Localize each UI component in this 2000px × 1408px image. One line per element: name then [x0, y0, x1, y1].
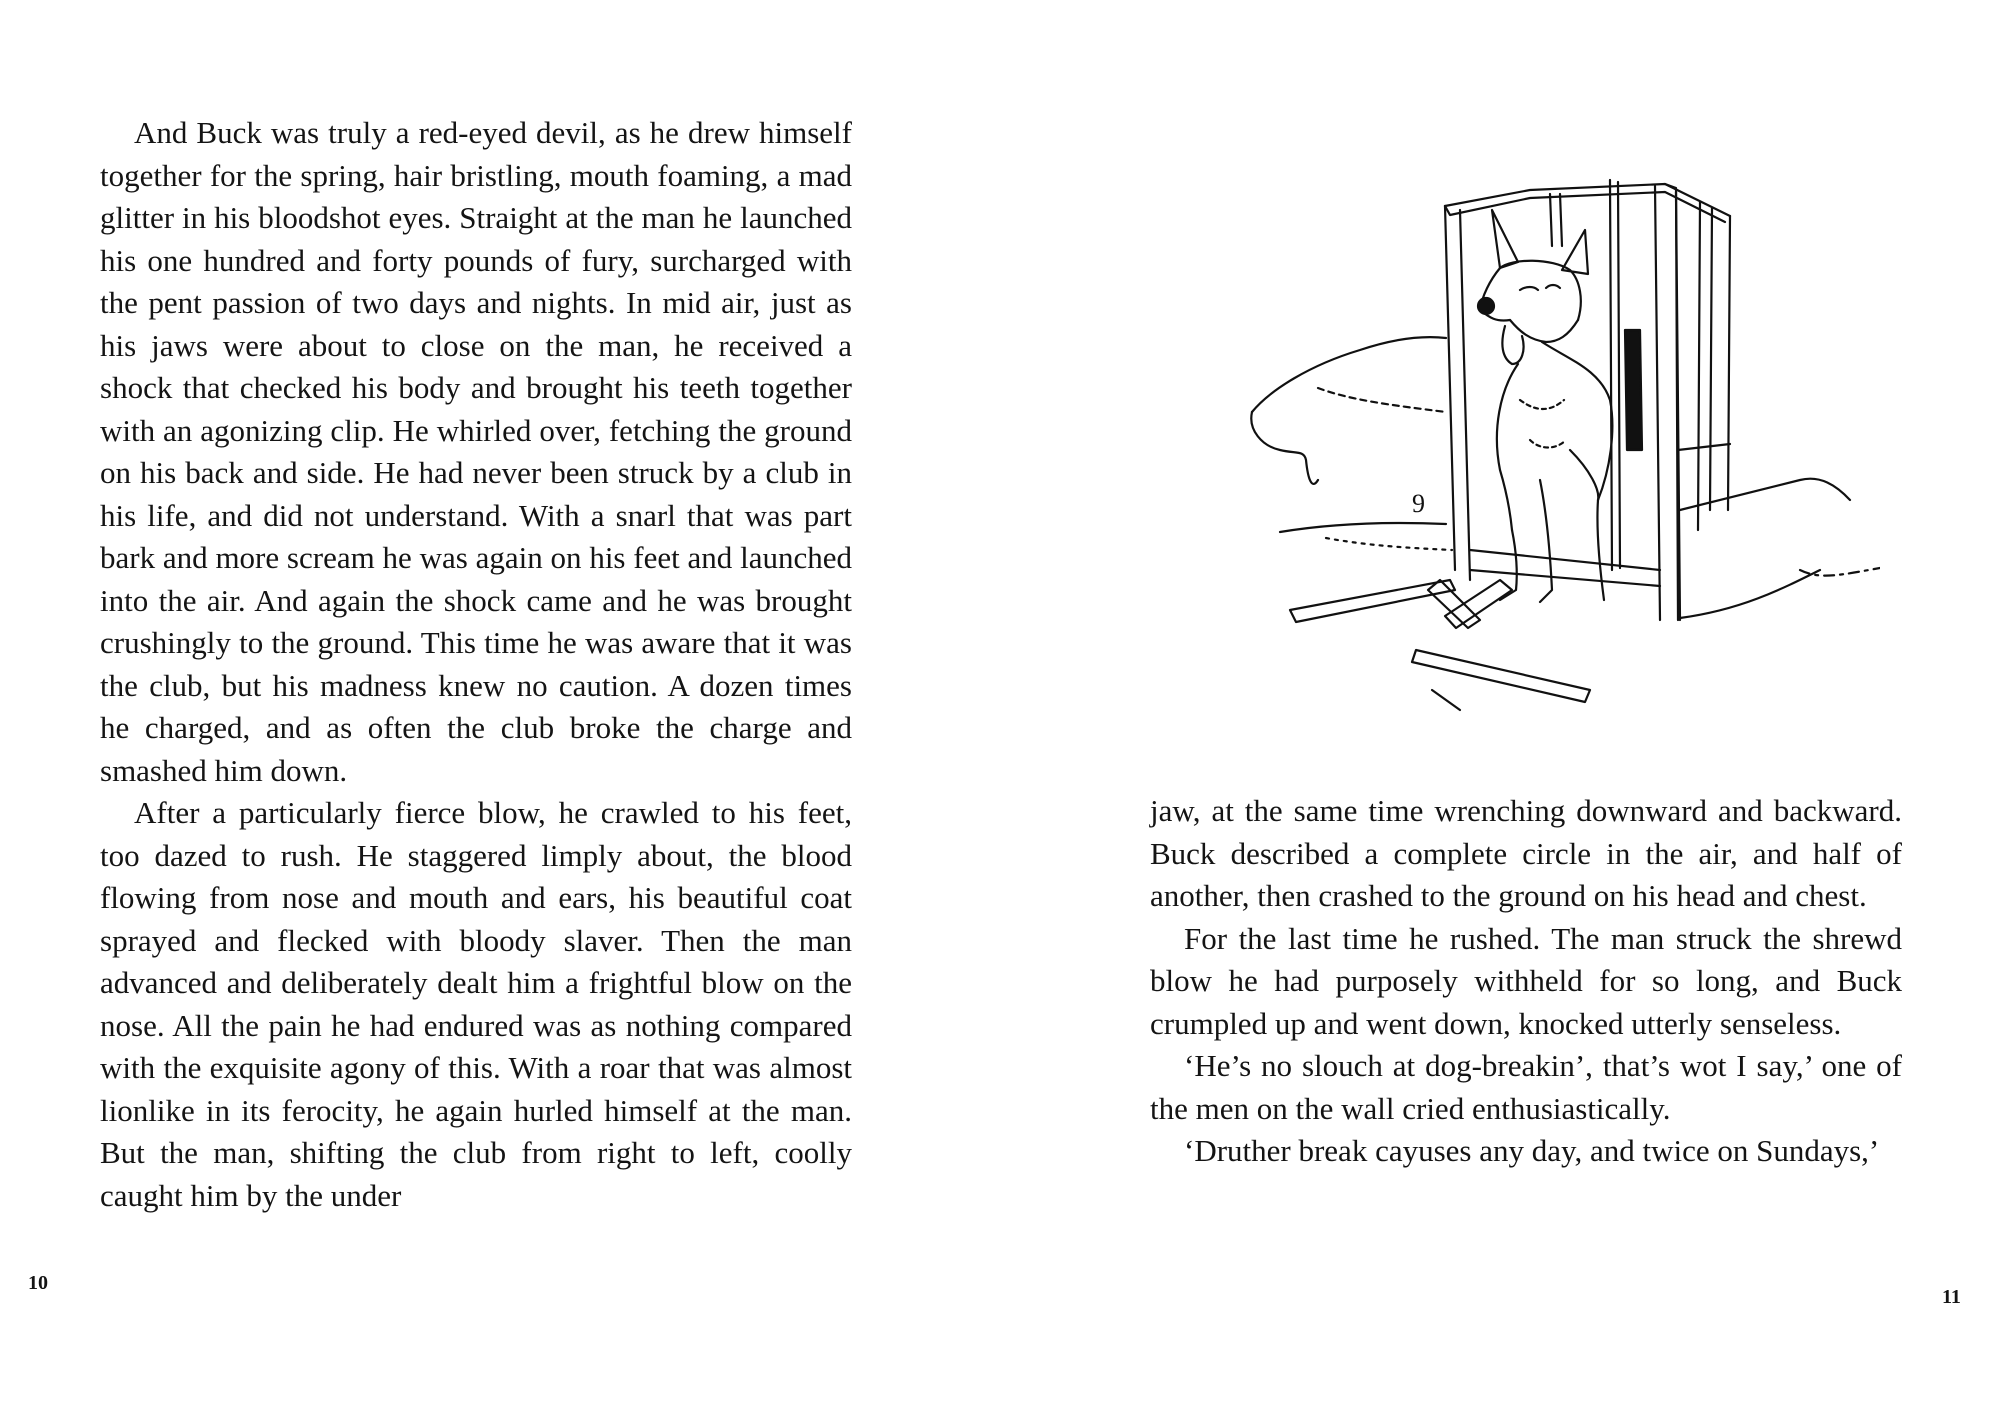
paragraph: ‘Druther break cayuses any day, and twice on Sundays,’	[1184, 1133, 1880, 1168]
crate-number: 9	[1412, 489, 1425, 518]
paragraph: And Buck was truly a red-eyed devil, as he drew himself together for the spring, hair bristling, mouth foaming, a mad glitter in his bloodshot eyes. Straight at the man he launched his one hundred and forty pounds of fury, surcharged with the pent passion of two days and nights. In mid air, just as his jaws were about to close on the man, he received a shock that checked his body and brought his teeth together with an agonizing clip. He whirled over, fetching the ground on his back and side. He had never been struck by a club in his life, and did not understand. With a snarl that was part bark and more scream he was again on his feet and launched into the air. And again the shock came and he was brought crushingly to the ground. This time he was aware that it was the club, but his madness knew no caution. A dozen times he charged, and as often the club broke the charge and smashed him down.	[100, 115, 852, 788]
right-page	[1000, 0, 2000, 1408]
paragraph: For the last time he rushed. The man struck the shrewd blow he had purposely withheld for so long, and Buck crumpled up and went down, knocked utterly senseless.	[1150, 920, 1902, 1041]
left-text-column	[100, 112, 852, 1217]
right-text-column	[1150, 790, 1902, 1173]
paragraph: After a particularly fierce blow, he crawled to his feet, too dazed to rush. He staggered limply about, the blood flowing from nose and mouth and ears, his beautiful coat sprayed and flecked with bloody slaver. Then the man advanced and deliberately dealt him a frightful blow on the nose. All the pain he had endured was as nothing compared with the exquisite agony of this. With a roar that was almost lionlike in its ferocity, he again hurled himself at the man. But the man, shifting the club from right to left, coolly caught him by the under	[100, 795, 852, 1213]
dog-in-crate-illustration	[1200, 150, 1880, 730]
page-number-right: 11	[1942, 1286, 1961, 1308]
paragraph: ‘He’s no slouch at dog-breakin’, that’s wot I say,’ one of the men on the wall cried enthusiastically.	[1150, 1048, 1902, 1126]
page-number-left: 10	[28, 1272, 48, 1294]
paragraph: jaw, at the same time wrenching downward and backward. Buck described a complete circle in the air, and half of another, then crashed to the ground on his head and chest.	[1150, 793, 1902, 913]
